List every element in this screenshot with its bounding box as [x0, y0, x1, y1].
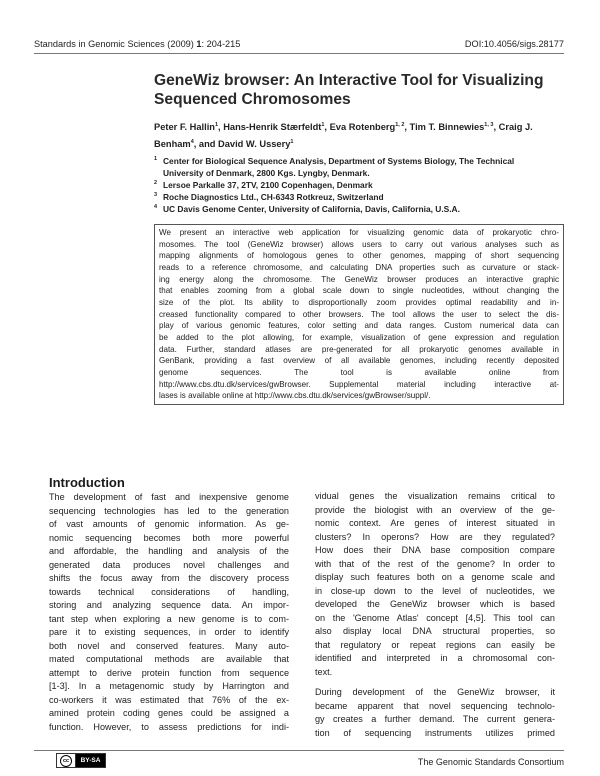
- body-text-line: [1-3]. In a metagenomic study by Harrington and: [49, 681, 289, 691]
- body-text-line: in close-up down to the level of nucleotides, we: [315, 585, 555, 596]
- body-text-line: sequencing technologies has led to the generation: [49, 505, 289, 516]
- author-affiliation-mark: 1: [214, 122, 219, 128]
- author-name: , Tim T. Binnewies: [404, 122, 485, 133]
- abstract-line: data. Further, standard atlases are pre-generated for all prokaryotic genomes available in: [159, 344, 559, 354]
- abstract-line: GenBank, providing a fast overview of all available genomes, including recently deposited: [159, 356, 559, 366]
- title-line: GeneWiz browser: An Interactive Tool for Visualizing: [154, 72, 544, 89]
- abstract-line: genome sequences. The tool is available online from: [159, 367, 559, 377]
- header-rule: [34, 53, 564, 54]
- body-text-line: clusters? In operons? How are they regulated?: [315, 531, 555, 542]
- section-heading: Introduction: [49, 475, 125, 490]
- license-badge[interactable]: [56, 753, 106, 768]
- affiliation-number: 4: [154, 204, 158, 211]
- affiliation-item: [154, 191, 564, 203]
- affiliation-line: Center for Biological Sequence Analysis, Department of Systems Biology, The Technical: [163, 156, 515, 166]
- affiliation-text: [163, 179, 373, 191]
- journal-citation: Standards in Genomic Sciences (2009) 1: 204-215: [34, 39, 241, 49]
- cc-icon: cc: [57, 754, 76, 767]
- body-text-line: gy creates a further demand. The current genera-: [315, 714, 555, 724]
- affiliation-number: 2: [154, 180, 158, 187]
- body-text-line: provide the biologist with an overview of the ge-: [315, 504, 555, 515]
- affiliation-item: [154, 203, 564, 215]
- body-text-line: on the 'Genome Atlas' concept [4,5]. This tool can: [315, 612, 555, 623]
- abstract-line: ing energy along the chromosome. The GeneWiz browser produces an interactive graphic: [159, 274, 559, 284]
- body-text-line: tion of sequencing instruments utilizes primed: [315, 727, 555, 738]
- affiliation-item: [154, 155, 564, 179]
- author-name: , Hans-Henrik Stærfeldt: [218, 122, 322, 133]
- author-name: , Eva Rotenberg: [324, 122, 396, 133]
- right-column: [315, 490, 555, 740]
- affiliation-line: Roche Diagnostics Ltd., CH-6343 Rotkreuz, Switzerland: [163, 192, 384, 203]
- body-text-line: generated data produces novel challenges and: [49, 559, 289, 570]
- license-label: BY-SA: [76, 754, 105, 767]
- affiliation-line: Lersoe Parkalle 37, 2TV, 2100 Copenhagen, Denmark: [163, 180, 373, 191]
- body-text-line: vidual genes the visualization remains critical to: [315, 491, 555, 501]
- body-text-line: amined protein coding genes could be assigned a: [49, 708, 289, 718]
- body-text-line: nomic context. Are genes of interest situated in: [315, 518, 555, 528]
- abstract-line: size of the plot. Its ability to disproportionally zoom provides optimal readability and in-: [159, 297, 559, 307]
- abstract-line: We present an interactive web application for visualizing genomic data of prokaryotic chro-: [159, 228, 559, 237]
- body-text-line: nomic sequencing becomes both more powerful: [49, 532, 289, 543]
- body-text-line: shifts the focus away from the discovery process: [49, 573, 289, 583]
- affiliations: [154, 155, 564, 215]
- running-header: [34, 39, 564, 49]
- body-text-line: tant step when exploring a new genome is to com-: [49, 613, 289, 624]
- author-name: Benham: [154, 138, 191, 149]
- abstract-box: [154, 224, 564, 405]
- author-affiliation-mark: 1, 2: [395, 122, 405, 128]
- doi: DOI:10.4056/sigs.28177: [464, 39, 564, 49]
- author-line: [154, 118, 564, 135]
- body-text-line: and affordable, the handling and analysis of the: [49, 546, 289, 556]
- body-text-line: became apparent that novel sequencing technolo-: [315, 700, 555, 711]
- author-affiliation-mark: 1: [290, 138, 294, 145]
- abstract-line: mosomes. The tool (GeneWiz browser) allows users to carry out various analyses such as: [159, 239, 559, 249]
- affiliation-text: [163, 155, 514, 179]
- body-text-line: of vast amounts of genomic information. As ge-: [49, 519, 289, 529]
- author-affiliation-mark: 1: [321, 122, 325, 128]
- author-affiliation-mark: 1, 3: [484, 122, 494, 128]
- body-text-line: towards technical considerations of handling,: [49, 586, 289, 597]
- body-text-line: How does their DNA base composition compare: [315, 545, 555, 555]
- body-text-line: co-workers it was estimated that 76% of the ex-: [49, 694, 289, 705]
- body-text-line: function. However, to assess predictions for indi-: [49, 721, 289, 732]
- author-name: , Craig J.: [493, 122, 533, 133]
- affiliation-item: [154, 179, 564, 191]
- author-line: [154, 135, 564, 152]
- title-line: Sequenced Chromosomes: [154, 91, 351, 108]
- footer-rule: [34, 750, 564, 751]
- abstract-line: play of various genomic features, color setting and data ranges. Custom numerical data can: [159, 321, 559, 331]
- body-text-line: with that of the rest of the genome? In order to: [315, 558, 555, 569]
- left-column: [49, 491, 289, 734]
- body-text-line: mated computational methods are available that: [49, 654, 289, 664]
- author-list: [154, 118, 564, 151]
- affiliation-line: UC Davis Genome Center, University of California, Davis, California, U.S.A.: [163, 204, 460, 215]
- body-text-line: also display local DNA structural properties, so: [315, 626, 555, 636]
- abstract-line: mapping alignments of homologous genes to other genomes, mapping of short sequencing: [159, 251, 559, 261]
- paragraph-gap: [315, 679, 555, 686]
- body-text-line: both novel and conserved features. Many auto-: [49, 640, 289, 651]
- abstract-line: http://www.cbs.dtu.dk/services/gwBrowser. Supplemental material including interactive at-: [159, 379, 559, 389]
- body-text-line: pare it to existing sequences, in order to identify: [49, 627, 289, 637]
- abstract-line: that enables zooming from a global scale down to single nucleotides, without changing the: [159, 286, 559, 296]
- paper-title: [154, 71, 564, 109]
- publisher-name: The Genomic Standards Consortium: [417, 757, 564, 767]
- abstract-line: creased functionality compared to other browsers. The tool allows the user to select the dis-: [159, 309, 559, 319]
- abstract-line: be added to the plot allowing, for example, visualization of gene expression and regulation: [159, 332, 559, 342]
- author-name: Peter F. Hallin: [154, 122, 215, 133]
- body-text-line: identified and interpreted in a chromosomal con-: [315, 653, 555, 663]
- body-text-line: The development of fast and inexpensive genome: [49, 492, 289, 502]
- abstract-line: reads to a reference chromosome, and calculating DNA properties such as curvature or stack-: [159, 262, 559, 272]
- affiliation-text: [163, 203, 460, 215]
- affiliation-line: University of Denmark, 2800 Kgs. Lyngby, Denmark.: [163, 168, 370, 179]
- abstract-line: lases is available online at http://www.cbs.dtu.dk/services/gwBrowser/suppl/.: [159, 391, 431, 401]
- body-text-line: During development of the GeneWiz browser, it: [315, 687, 555, 697]
- affiliation-number: 3: [154, 192, 158, 199]
- affiliation-number: 1: [154, 156, 158, 162]
- body-text-line: storing and analyzing sequence data. An impor-: [49, 600, 289, 610]
- author-affiliation-mark: 4: [190, 138, 194, 145]
- author-name: , and David W. Ussery: [193, 138, 291, 149]
- body-text-line: text.: [315, 666, 333, 677]
- body-text-line: display such features both on a genome scale and: [315, 572, 555, 582]
- affiliation-text: [163, 191, 384, 203]
- body-text-line: developed the GeneWiz browser which is based: [315, 599, 555, 609]
- body-text-line: that regulatory or repeat regions can easily be: [315, 639, 555, 650]
- body-text-line: attempt to derive protein function from sequence: [49, 667, 289, 678]
